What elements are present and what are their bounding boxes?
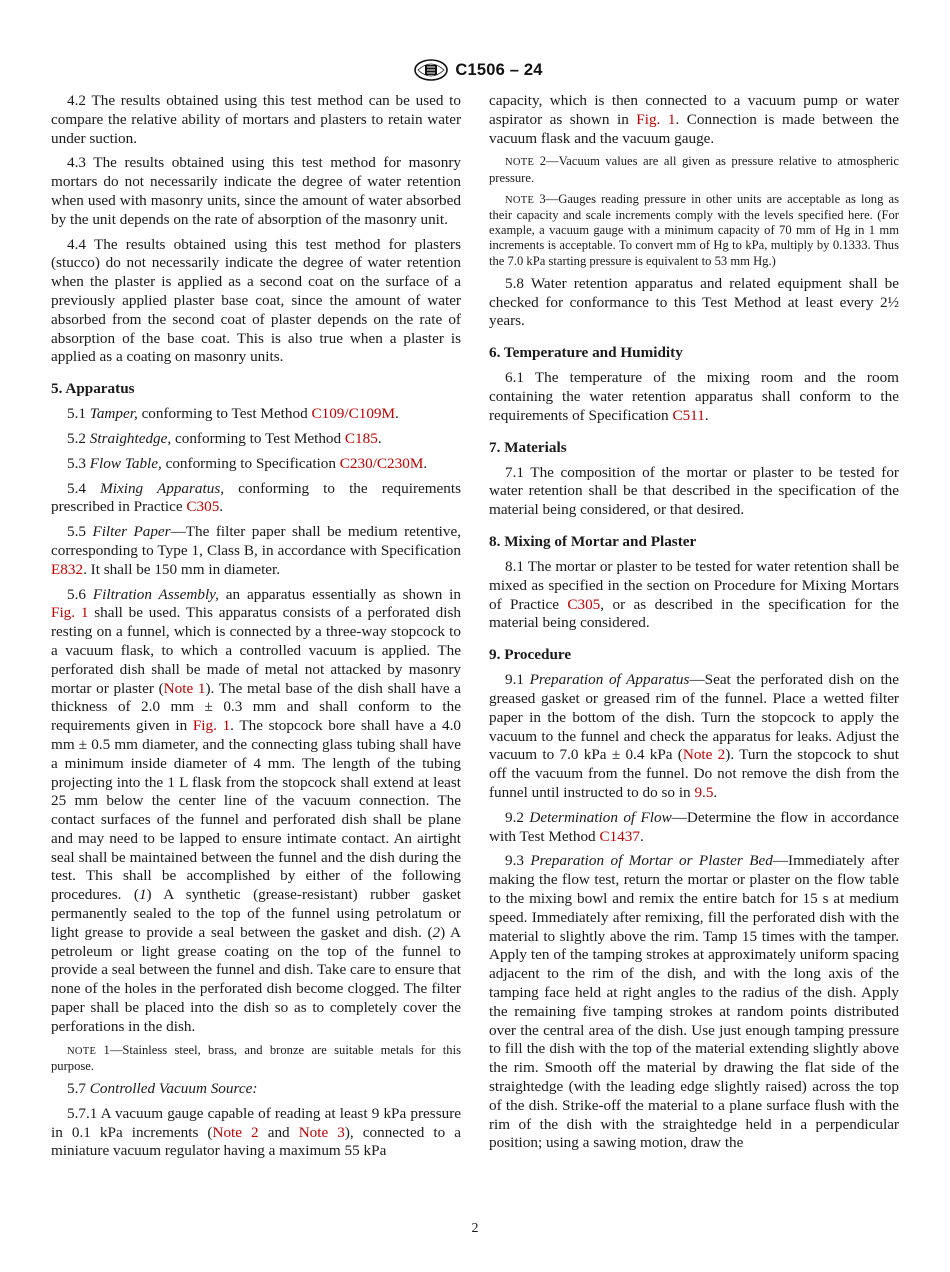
document-designation: C1506 – 24 [455, 60, 543, 79]
section-heading-apparatus: 5. Apparatus [51, 380, 135, 398]
section-heading-temperature-humidity: 6. Temperature and Humidity [489, 344, 683, 362]
figure-link[interactable]: Fig. 1 [192, 717, 231, 735]
note-link[interactable]: Note 3 [298, 1123, 345, 1141]
note-1: NOTE 1—Stainless steel, brass, and bronze are suitable metals for this purpose. [51, 1042, 461, 1073]
note-link[interactable]: Note 2 [212, 1123, 259, 1141]
paragraph-5-8: 5.8 Water retention apparatus and related equipment shall be checked for conformance to this Test Method at least every 2½ years. [489, 274, 899, 330]
paragraph-9-3: 9.3 Preparation of Mortar or Plaster Bed—Immediately after making the flow test, return the mortar or plaster on the flow table to the mixing bowl and remix the entire batch for 15 s at medium speed. Immediately after remixing, fill the perforated dish with the material to slightly above the rim. Tamp 15 times with the tamper. Apply ten of the tamping strokes at approximately uniform spacing adjacent to the rim of the dish, and with the long axis of the tamping face held at right angles to the radius of the dish. Apply the remaining five tamping strokes at random points distributed over the central area of the dish. Use just enough tamping pressure to fill the dish with the top of the material extending slightly above the rim. Smooth off the material by drawing the flat side of the straightedge (with the leading edge slightly raised) across the top of the dish. Strike-off the material to a plane surface flush with the rim of the dish with the straightedge held in a perpendicular position; using a sawing motion, draw the [489, 852, 899, 1152]
reference-link[interactable]: C305 [186, 498, 220, 516]
paragraph-4-2: 4.2 The results obtained using this test method can be used to compare the relative ability of mortars and plasters to retain water under suction. [51, 92, 461, 147]
paragraph-5-2: 5.2 Straightedge, conforming to Test Method C185. [67, 429, 382, 447]
reference-link[interactable]: C230/C230M [339, 454, 424, 472]
left-column [51, 92, 461, 1167]
paragraph-5-6: 5.6 Filtration Assembly, an apparatus essentially as shown in Fig. 1 shall be used. This apparatus consists of a perforated dish resting on a funnel, which is connected by a three-way stopcock to a vacuum flask, to which a controlled vacuum is applied. The perforated dish shall be made of metal not attacked by masonry mortar or plaster (Note 1). The metal base of the dish shall have a thickness of 2.0 mm ± 0.3 mm and shall conform to the requirements given in Fig. 1. The stopcock bore shall have a 4.0 mm ± 0.5 mm diameter, and the connecting glass tubing shall have a minimum inside diameter of 4 mm. The length of the tubing projecting into the 1 L flask from the stopcock shall extend at least 25 mm below the center line of the vacuum connection. The contact surfaces of the funnel and perforated dish shall be plane and may need to be lapped to ensure intimate contact. An airtight seal shall be maintained between the funnel and the dish during the test. This shall be accomplished by either of the following procedures. (1) A synthetic (grease-resistant) rubber gasket permanently sealed to the top of the funnel using petrolatum or light grease to provide a seal between the gasket and dish. (2) A petroleum or light grease coating on the top of the funnel to provide a seal between the funnel and dish. Take care to ensure that none of the holes in the perforated dish become clogged. The filter paper shall be placed into the dish so as to completely cover the perforations in the dish. [51, 585, 462, 1035]
reference-link[interactable]: C1437 [599, 827, 640, 845]
page-number: 2 [471, 1221, 479, 1236]
paragraph-7-1: 7.1 The composition of the mortar or plaster to be tested for water retention shall be that described in the specification of the material being considered, or that desired. [489, 463, 899, 519]
astm-logo-icon [413, 59, 449, 81]
note-3: NOTE 3—Gauges reading pressure in other units are acceptable as long as their capacity and scale increments comply with the levels specified here. (For example, a vacuum gauge with a minimum capacity of 70 mm of Hg in 1 mm increments is acceptable. To convert mm of Hg to kPa, multiply by 0.1333. Thus the 7.0 kPa starting pressure is equivalent to 53 mm Hg.) [489, 191, 899, 268]
paragraph-4-4: 4.4 The results obtained using this test method for plasters (stucco) do not necessarily indicate the degree of water retention when the plaster is applied as a second coat on the surface of a previously applied plaster base coat, since the amount of water absorbed from the second coat of plaster depends on the rate of absorption of the base coat. This is also true when a plaster is applied as a coating on masonry units. [51, 235, 461, 366]
paragraph-5-4: 5.4 Mixing Apparatus, conforming to the requirements prescribed in Practice C305. [51, 479, 462, 516]
section-heading-materials: 7. Materials [489, 438, 567, 456]
paragraph-9-1: 9.1 Preparation of Apparatus—Seat the perforated dish on the greased gasket or greased rim of the funnel. Place a wetted filter paper in the bottom of the dish. Turn the stopcock to apply the vacuum to the funnel and check the apparatus for leaks. Adjust the vacuum to 7.0 kPa ± 0.4 kPa (Note 2). Turn the stopcock to shut off the vacuum from the funnel. Do not remove the dish from the funnel until instructed to do so in 9.5. [489, 671, 899, 801]
paragraph-5-7-1: 5.7.1 A vacuum gauge capable of reading at least 9 kPa pressure in 0.1 kPa increments (Note 2 and Note 3), connected to a miniature vacuum regulator having a maximum 55 kPa [51, 1104, 461, 1160]
section-link[interactable]: 9.5 [694, 783, 714, 801]
note-link[interactable]: Note 2 [682, 746, 726, 764]
section-heading-procedure: 9. Procedure [489, 646, 572, 664]
reference-link[interactable]: C185 [344, 429, 378, 447]
reference-link[interactable]: C109/C109M [311, 405, 396, 423]
note-link[interactable]: Note 1 [163, 679, 206, 697]
paragraph-5-7-1-continued: capacity, which is then connected to a vacuum pump or water aspirator as shown in Fig. 1. Connection is made between the vacuum flask and the vacuum gauge. [489, 92, 899, 147]
right-column [489, 92, 899, 1159]
paragraph-6-1: 6.1 The temperature of the mixing room and the room containing the water retention apparatus shall conform to the requirements of Specification C511. [489, 369, 899, 424]
paragraph-8-1: 8.1 The mortar or plaster to be tested for water retention shall be mixed as specified in the section on Procedure for Mixing Mortars of Practice C305, or as described in the specification for the material being considered. [489, 557, 899, 632]
paragraph-5-7: 5.7 Controlled Vacuum Source: [67, 1080, 258, 1098]
reference-link[interactable]: E832 [51, 560, 84, 578]
paragraph-5-1: 5.1 Tamper, conforming to Test Method C109/C109M. [67, 405, 399, 423]
paragraph-9-2: 9.2 Determination of Flow—Determine the flow in accordance with Test Method C1437. [489, 808, 899, 845]
section-heading-mixing: 8. Mixing of Mortar and Plaster [489, 532, 697, 550]
reference-link[interactable]: C305 [567, 595, 601, 613]
reference-link[interactable]: C511 [672, 406, 705, 424]
paragraph-5-5: 5.5 Filter Paper—The filter paper shall be medium retentive, corresponding to Type 1, Class B, in accordance with Specification E832. It shall be 150 mm in diameter. [51, 523, 462, 578]
paragraph-5-3: 5.3 Flow Table, conforming to Specification C230/C230M. [67, 454, 428, 472]
note-2: NOTE 2—Vacuum values are all given as pressure relative to atmospheric pressure. [489, 154, 899, 185]
figure-link[interactable]: Fig. 1 [636, 110, 676, 128]
figure-link[interactable]: Fig. 1 [51, 604, 89, 622]
paragraph-4-3: 4.3 The results obtained using this test method for masonry mortars do not necessarily indicate the degree of water retention when used with masonry units, since the amount of water absorbed by the unit depends on the rate of absorption of the masonry unit. [51, 154, 461, 228]
page-header [0, 58, 950, 82]
